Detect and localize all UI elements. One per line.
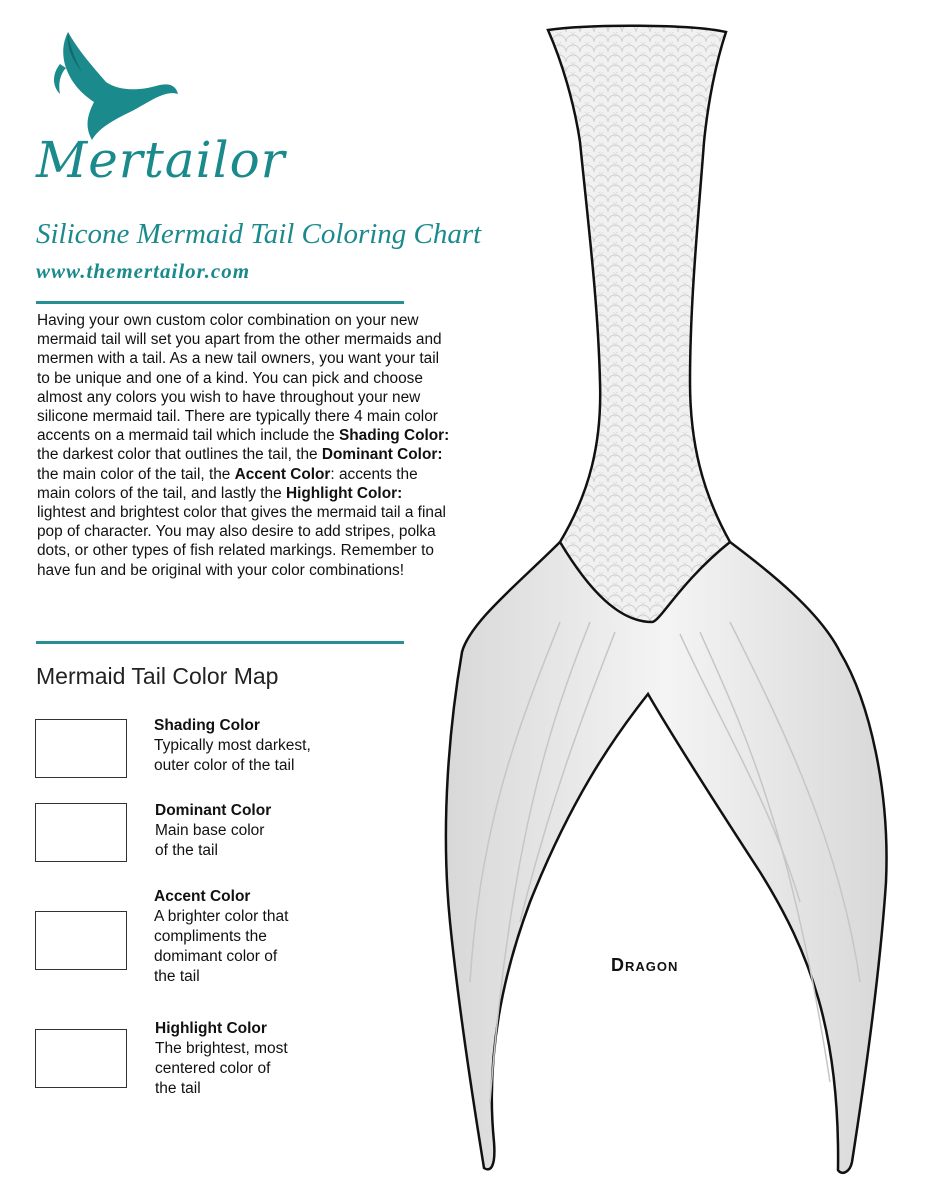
dominant-term: Dominant Color: (321, 446, 443, 464)
brand-wordmark: Mertailor (36, 131, 286, 189)
divider-top (36, 301, 404, 304)
shading-color-swatch[interactable] (35, 719, 127, 778)
dominant-color-label: Dominant Color Main base color of the tail (155, 802, 272, 859)
tail-illustration (440, 22, 900, 1182)
accent-term: Accent Color (234, 465, 331, 483)
color-map-heading: Mermaid Tail Color Map (36, 663, 279, 689)
highlight-color-swatch[interactable] (35, 1029, 127, 1088)
website-url[interactable]: www.themertailor.com (36, 259, 251, 283)
tail-body (548, 26, 730, 622)
intro-paragraph: Having your own custom color combination on your new mermaid tail will set you apart from the other mermaids and mermen with a tail. As a new tail owners, you want your tail to be unique and one of a kind. You can pick and choose almost any colors you wish to have throughout your new silicone mermaid tail. There are typically there 4 main color accents on a mermaid tail which include the Shading Color: the darkest color that outlines the tail, the Dominant Color: the main color of the tail, the Accent Color: accents the main colors of the tail, and lastly the Highlight Color: lightest and brightest color that gives the mermaid tail a final pop of character. You may also desire to add stripes, polka dots, or other types of fish related markings. Remember to have fun and be original with your color combinations! (37, 312, 450, 579)
tail-fin (446, 542, 887, 1173)
mermaid-tail-logo-icon (30, 28, 230, 148)
divider-bottom (36, 641, 404, 644)
shading-color-label: Shading Color Typically most darkest, outer color of the tail (154, 717, 311, 774)
page-title: Silicone Mermaid Tail Coloring Chart (36, 218, 482, 250)
shading-term: Shading Color: (338, 427, 450, 445)
highlight-color-label: Highlight Color The brightest, most centered color of the tail (155, 1020, 288, 1097)
accent-color-swatch[interactable] (35, 911, 127, 970)
highlight-term: Highlight Color: (285, 484, 403, 502)
accent-color-label: Accent Color A brighter color that compliments the domimant color of the tail (154, 888, 289, 985)
tail-style-label: Dragon (611, 955, 679, 975)
dominant-color-swatch[interactable] (35, 803, 127, 862)
